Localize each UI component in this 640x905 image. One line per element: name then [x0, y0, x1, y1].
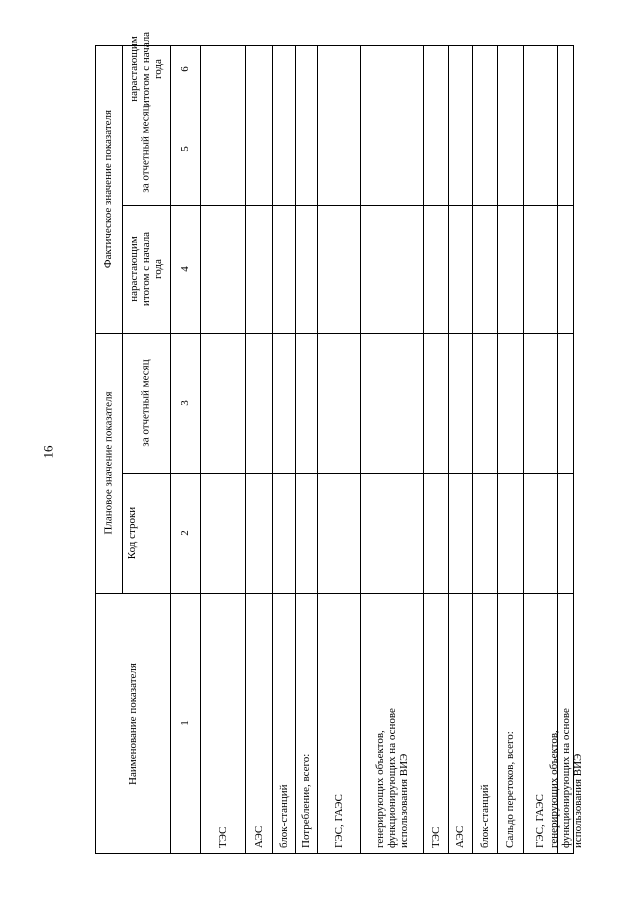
column-number-6 [170, 59, 200, 79]
header-plan-ytd-line: года [152, 259, 165, 279]
table-row-line: АЭС [454, 825, 466, 848]
header-fact-ytd-line: года [152, 59, 165, 79]
header-fact-ytd-line: итогом с начала [140, 31, 153, 107]
header-code-text [127, 507, 139, 559]
table-row-label-text [278, 784, 290, 848]
column-number-text: 4 [179, 266, 191, 272]
table-row-line: блок-станций [478, 784, 491, 848]
table-row-label [317, 593, 360, 854]
table-row-line: блок-станций [277, 784, 290, 848]
table-row-label-text [454, 826, 466, 848]
column-number-5 [170, 139, 200, 159]
table-row-line: использования ВИЭ [571, 753, 584, 848]
table-row-label [245, 593, 272, 854]
header-fact-month [122, 93, 170, 205]
table-row-line: ГЭС, ГАЭС [534, 794, 546, 848]
table-row-line: ТЭС [216, 826, 229, 848]
table-row-label-text [430, 827, 442, 848]
header-name-text [127, 663, 139, 785]
table-row-label [295, 593, 317, 854]
header-plan-group-line: Плановое значение показателя [102, 391, 115, 535]
header-fact-group-line: Фактическое значение показателя [102, 109, 115, 269]
header-plan-month [122, 333, 170, 473]
column-number-3 [170, 393, 200, 413]
column-number-2 [170, 523, 200, 543]
table-row-label [423, 593, 448, 854]
table-row-label-text [217, 827, 229, 848]
header-fact-month-text [140, 105, 152, 192]
header-fact-ytd-line: нарастающим [128, 36, 141, 102]
table-row-label [472, 593, 497, 854]
table-row-line: Сальдо перетоков, всего: [504, 731, 516, 848]
table-row-line: функционирующих на основе [385, 708, 398, 848]
header-plan-ytd [122, 205, 170, 333]
header-fact-group [95, 45, 122, 333]
header-fact-ytd-text [128, 32, 164, 106]
column-number-text: 5 [179, 146, 191, 152]
column-divider-3 [122, 473, 574, 474]
column-divider-5 [122, 205, 574, 206]
table-row-label [448, 593, 472, 854]
header-plan-group [95, 333, 122, 593]
table-row-label-text [253, 826, 265, 848]
header-name-line: Наименование показателя [126, 662, 139, 785]
table-row-line: функционирующих на основе [559, 708, 572, 848]
table-row-label-text [534, 794, 546, 848]
header-plan-ytd-line: итогом с начала [140, 231, 153, 307]
table-row-label-text [300, 754, 312, 848]
header-plan-ytd-text [128, 232, 164, 306]
table-row-label [360, 593, 423, 854]
header-fact-month-line: за отчетный месяц [140, 105, 153, 193]
column-number-text: 6 [179, 66, 191, 72]
table-row-line: Потребление, всего: [300, 753, 312, 848]
table-row-label-text [548, 708, 584, 848]
table-row-line: генерирующих объектов, [373, 730, 386, 848]
column-number-text: 1 [179, 720, 191, 726]
header-plan-ytd-line: нарастающим [128, 236, 141, 302]
table-row-label-text [374, 708, 410, 848]
column-number-4 [170, 259, 200, 279]
table-row-line: ГЭС, ГАЭС [332, 794, 345, 848]
table-row-label-text [333, 794, 345, 848]
header-fact-group-text [103, 110, 115, 268]
table-row-line: использования ВИЭ [397, 753, 410, 848]
page-number: 16 [40, 445, 55, 459]
table-row-label [272, 593, 295, 854]
table-row-label-text [479, 784, 491, 848]
header-name [95, 593, 170, 854]
header-plan-month-text [140, 359, 152, 446]
indicator-table [95, 31, 584, 854]
table-row-line: генерирующих объектов, [547, 730, 560, 848]
header-plan-month-line: за отчетный месяц [140, 359, 153, 447]
column-number-text: 3 [179, 400, 191, 406]
table-row-line: ТЭС [429, 826, 442, 848]
header-code-line: Код строки [126, 506, 139, 560]
table-row-label-text [504, 731, 516, 848]
column-number-text: 2 [179, 530, 191, 536]
table-row-label [547, 593, 584, 854]
column-number-1 [170, 713, 200, 733]
table-row-label [200, 593, 245, 854]
table-row-label [497, 593, 523, 854]
header-fact-ytd [122, 31, 170, 107]
header-plan-group-text [103, 391, 115, 534]
table-row-line: АЭС [252, 825, 265, 848]
